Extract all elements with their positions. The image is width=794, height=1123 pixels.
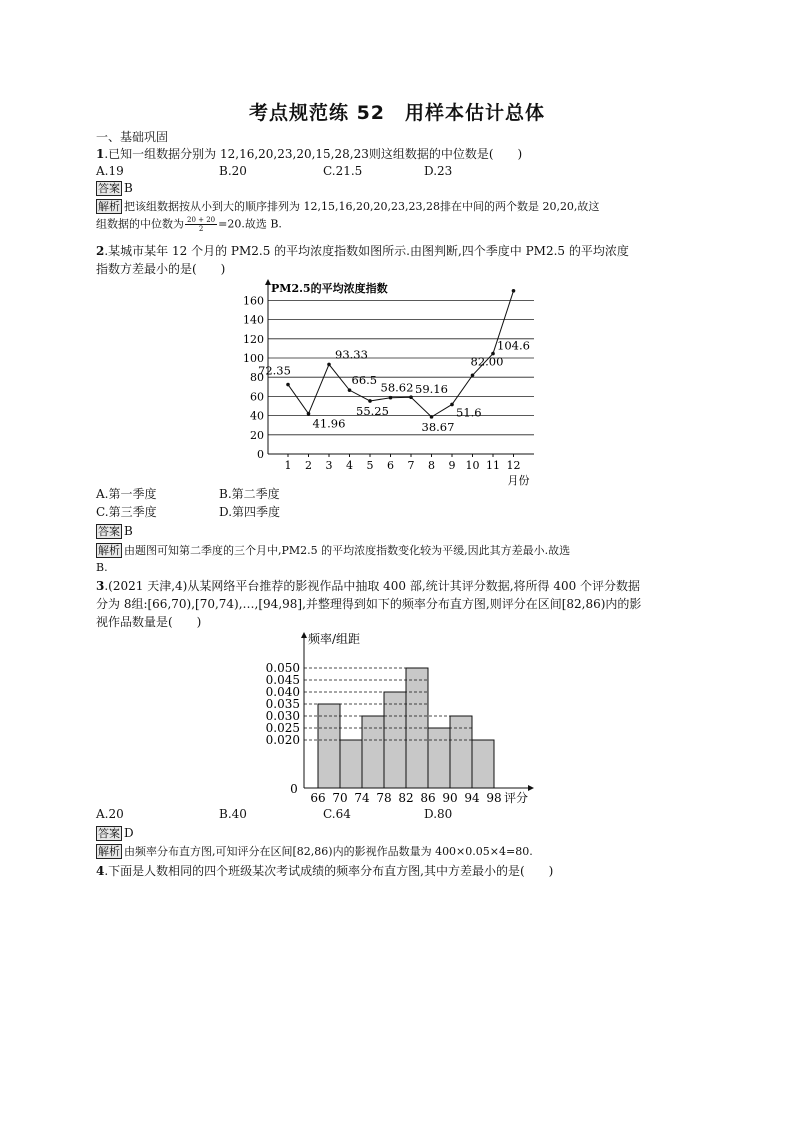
option-d: D.第四季度 — [219, 505, 281, 519]
data-label: 38.67 — [421, 419, 455, 434]
question-text: .(2021 天津,4)从某网络平台推荐的影视作品中抽取 400 部,统计其评分数据,将所得 400 个评分数据 — [104, 579, 641, 593]
x-tick-label: 90 — [442, 791, 458, 805]
fraction-denominator: 2 — [198, 225, 204, 233]
data-label: 72.35 — [258, 363, 291, 378]
y-tick-label: 20 — [250, 428, 264, 442]
x-tick-label: 66 — [310, 791, 326, 805]
analysis-text: 把该组数据按从小到大的顺序排列为 12,15,16,20,20,23,23,28排在中间的两个数是 20,20,故这 — [124, 200, 600, 213]
question-text-line-3: 视作品数量是( ) — [96, 615, 202, 629]
option-c: C.21.5 — [323, 164, 363, 178]
question-number: 4 — [96, 864, 105, 878]
y-tick-label: 0.025 — [265, 721, 300, 735]
question-number: 2 — [96, 244, 105, 258]
question-text-line-2: 指数方差最小的是( ) — [96, 262, 226, 276]
data-label: 41.96 — [312, 416, 346, 431]
y-tick-label: 160 — [243, 294, 264, 308]
analysis-row — [96, 543, 570, 559]
question-number: 3 — [96, 579, 105, 593]
option-d: D.23 — [424, 164, 453, 178]
x-tick-label: 6 — [387, 459, 394, 472]
histogram-bar — [428, 728, 450, 788]
analysis-tag: 解析 — [98, 200, 120, 213]
histogram-bar — [450, 716, 472, 788]
question-1 — [96, 146, 522, 162]
x-tick-label: 9 — [448, 459, 456, 472]
histogram-bar — [318, 704, 340, 788]
data-label: 55.25 — [356, 403, 389, 418]
x-tick-label: 1 — [284, 459, 292, 472]
analysis-tag: 解析 — [98, 544, 120, 557]
data-point — [430, 415, 434, 419]
x-tick-label: 86 — [420, 791, 436, 805]
answer-value: D — [124, 826, 134, 840]
x-axis-arrow — [528, 785, 534, 791]
option-c: C.64 — [323, 807, 351, 821]
option-d: D.80 — [424, 807, 453, 821]
data-label: 66.5 — [351, 373, 378, 388]
option-b: B.40 — [219, 807, 247, 821]
option-c: C.第三季度 — [96, 505, 157, 519]
question-text: .某城市某年 12 个月的 PM2.5 的平均浓度指数如图所示.由图判断,四个季度中 PM2.5 的平均浓度 — [104, 244, 629, 258]
answer-tag: 答案 — [98, 525, 120, 538]
y-tick-label: 0.030 — [265, 709, 300, 723]
data-point — [450, 403, 454, 407]
y-tick-label: 0.050 — [265, 661, 300, 675]
analysis-tag: 解析 — [98, 845, 120, 858]
y-tick-label: 60 — [250, 390, 264, 404]
x-axis-label: 月份 — [507, 474, 530, 487]
y-tick-label: 0 — [257, 448, 264, 461]
x-axis-label: 评分 — [504, 791, 529, 805]
x-tick-label: 70 — [332, 791, 348, 805]
data-point — [389, 396, 393, 400]
x-tick-label: 3 — [325, 459, 333, 472]
analysis-text: =20.故选 B. — [218, 217, 282, 231]
data-point — [286, 383, 290, 387]
y-tick-label: 40 — [250, 409, 264, 423]
histogram-bar — [340, 740, 362, 788]
x-tick-label: 78 — [376, 791, 392, 805]
question-number: 1 — [96, 147, 105, 161]
option-b: B.第二季度 — [219, 487, 280, 501]
y-tick-label: 0.045 — [265, 673, 300, 687]
y-tick-label: 0.035 — [265, 697, 300, 711]
y-tick-label: 100 — [243, 352, 264, 365]
x-tick-label: 74 — [354, 791, 370, 805]
answer-row — [96, 825, 134, 841]
x-tick-label: 4 — [346, 459, 353, 472]
histogram-bar — [362, 716, 384, 788]
x-tick-label: 82 — [398, 791, 414, 805]
answer-value: B — [124, 524, 133, 538]
y-tick-label: 0.020 — [265, 733, 300, 747]
answer-value: B — [124, 181, 133, 195]
analysis-text: 组数据的中位数为 — [96, 217, 184, 231]
y-tick-label: 0.040 — [265, 685, 300, 699]
pm25-line-chart — [232, 278, 562, 488]
option-a: A.第一季度 — [96, 487, 157, 501]
data-label: 51.6 — [456, 405, 482, 420]
question-2 — [96, 243, 629, 259]
data-point — [307, 412, 311, 416]
y-axis-arrow — [301, 632, 307, 638]
option-a: A.19 — [96, 164, 124, 178]
histogram-bar — [472, 740, 494, 788]
fraction — [185, 216, 217, 233]
x-tick-label: 2 — [305, 459, 312, 472]
section-heading: 一、基础巩固 — [96, 130, 169, 144]
x-tick-label: 94 — [464, 791, 480, 805]
data-point — [327, 363, 331, 367]
analysis-text-line-2: B. — [96, 561, 108, 574]
page-title: 考点规范练 52 用样本估计总体 — [248, 102, 546, 124]
data-point — [512, 289, 516, 293]
origin-label: 0 — [290, 782, 298, 796]
question-text: .已知一组数据分别为 12,16,20,23,20,15,28,23则这组数据的中位数是( ) — [104, 147, 523, 161]
question-3 — [96, 578, 640, 594]
y-tick-label: 140 — [243, 313, 264, 327]
data-point — [348, 388, 352, 392]
analysis-text: 由题图可知第二季度的三个月中,PM2.5 的平均浓度指数变化较为平缓,因此其方差最小.故选 — [124, 544, 571, 557]
answer-tag: 答案 — [98, 182, 120, 195]
data-label: 104.6 — [497, 338, 530, 353]
frequency-histogram — [258, 628, 538, 808]
x-tick-label: 8 — [428, 459, 435, 472]
x-tick-label: 11 — [486, 459, 500, 472]
analysis-row — [96, 199, 599, 215]
option-a: A.20 — [96, 807, 124, 821]
x-tick-label: 7 — [407, 459, 415, 472]
answer-tag: 答案 — [98, 827, 120, 840]
question-text: .下面是人数相同的四个班级某次考试成绩的频率分布直方图,其中方差最小的是( ) — [104, 864, 554, 878]
data-point — [409, 395, 413, 399]
data-label: 93.33 — [335, 347, 368, 362]
x-tick-label: 5 — [366, 459, 374, 472]
analysis-text: 由频率分布直方图,可知评分在区间[82,86)内的影视作品数量为 400×0.05×4=80. — [124, 845, 533, 858]
x-tick-label: 98 — [486, 791, 502, 805]
chart-title: PM2.5的平均浓度指数 — [271, 282, 388, 295]
question-4 — [96, 863, 553, 879]
data-point — [471, 373, 475, 377]
answer-row — [96, 180, 133, 196]
y-tick-label: 80 — [250, 371, 264, 385]
data-point — [368, 399, 372, 403]
x-tick-label: 10 — [465, 459, 480, 472]
y-tick-label: 120 — [243, 332, 264, 346]
option-b: B.20 — [219, 164, 247, 178]
data-label: 82.00 — [470, 354, 504, 369]
x-tick-label: 12 — [506, 459, 521, 472]
data-label: 59.16 — [415, 382, 448, 397]
fraction-numerator: 20 + 20 — [187, 216, 216, 224]
answer-row — [96, 523, 133, 539]
data-label: 58.62 — [380, 380, 414, 395]
y-axis-label: 频率/组距 — [308, 632, 361, 646]
analysis-row-2 — [96, 216, 282, 233]
analysis-row — [96, 844, 533, 860]
question-text-line-2: 分为 8组:[66,70),[70,74),…,[94,98],并整理得到如下的频率分布直方图,则评分在区间[82,86)内的影 — [96, 597, 642, 611]
